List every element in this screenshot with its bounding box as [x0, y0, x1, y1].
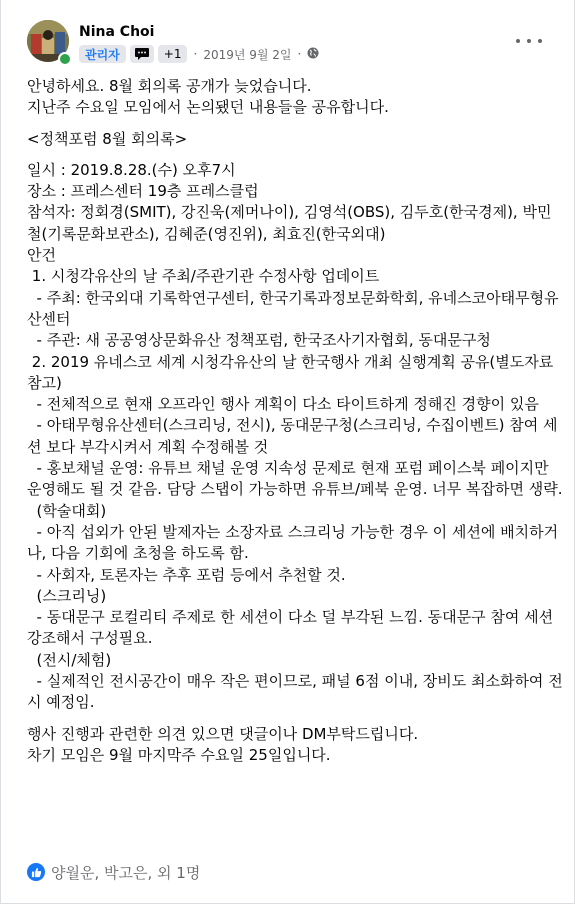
more-dots-icon: [527, 39, 531, 43]
like-thumb-icon: [27, 863, 45, 881]
globe-icon: [307, 47, 319, 62]
post-meta: [79, 44, 319, 64]
more-options-button[interactable]: [516, 32, 542, 50]
more-dots-icon: [516, 39, 520, 43]
post-text: [27, 76, 563, 766]
author-name[interactable]: Nina Choi: [79, 24, 155, 40]
online-status-dot: [58, 52, 72, 66]
reaction-summary[interactable]: [27, 862, 200, 882]
post-paragraph: 안녕하세요. 8월 회의록 공개가 늦었습니다. 지난주 수요일 모임에서 논의됐던 내용들을 공유합니다.: [27, 77, 389, 117]
meta-separator: ·: [297, 47, 302, 61]
reaction-names[interactable]: 양월운, 박고은, 외 1명: [51, 863, 201, 882]
post-header: [27, 20, 560, 70]
post-paragraph: 행사 진행과 관련한 의견 있으면 댓글이나 DM부탁드립니다. 차기 모임은 9월 마지막주 수요일 25일입니다.: [27, 724, 419, 764]
chat-bubble-icon[interactable]: [130, 45, 154, 63]
extra-badges[interactable]: +1: [158, 45, 188, 63]
post-paragraph: <정책포럼 8월 회의록>: [27, 129, 188, 148]
admin-badge[interactable]: 관리자: [79, 45, 126, 63]
post-date[interactable]: 2019년 9월 2일: [203, 47, 292, 62]
meta-separator: ·: [193, 47, 198, 61]
more-dots-icon: [538, 39, 542, 43]
post-paragraph: 일시 : 2019.8.28.(수) 오후7시 장소 : 프레스센터 19층 프레스클럽 참석자: 정회경(SMIT), 강진욱(제머나이), 김영석(OBS), 김두호(한국경제), 박민철(기록문화보관소), 김혜준(영진위), 최효진(한국외대) 안건 1. 시청각유산의 날 주최/주관기관 수정사항 업데이트 - 주최: 한국외대 기록학연구센터, 한국기록과정보문화학회, 유네스코아태무형유산센터 - 주관: 새 공공영상문화유산 정책포럼, 한국조사기자협회, 동대문구청 2. 2019 유네스코 세계 시청각유산의 날 한국행사 개최 실행계획 공유(별도자료 참고) - 전체적으로 현재 오프라인 행사 계획이 다소 타이트하게 정해진 경향이 있음 - 아태무형유산센터(스크리닝, 전시), 동대문구청(스크리닝, 수집이벤트) 참여 세션 보다 부각시켜서 계획 수정해볼 것 - 홍보채널 운영: 유튜브 채널 운영 지속성 문제로 현재 포럼 페이스북 페이지만 운영해도 될 것 같음. 담당 스탭이 가능하면 유튜브/페북 운영. 너무 복잡하면 생략. (학술대회) - 아직 섭외가 안된 발제자는 소장자료 스크리닝 가능한 경우 이 세션에 배치하거나, 다음 기회에 초청을 하도록 함. - 사회자, 토론자는 추후 포럼 등에서 추천할 것. (스크리닝) - 동대문구 로컬리티 주제로 한 세션이 다소 덜 부각된 느낌. 동대문구 참여 세션 강조해서 구성필요. (전시/체험) - 실제적인 전시공간이 매우 작은 편이므로, 패널 6점 이내, 장비도 최소화하여 전시 예정임.: [27, 160, 563, 712]
